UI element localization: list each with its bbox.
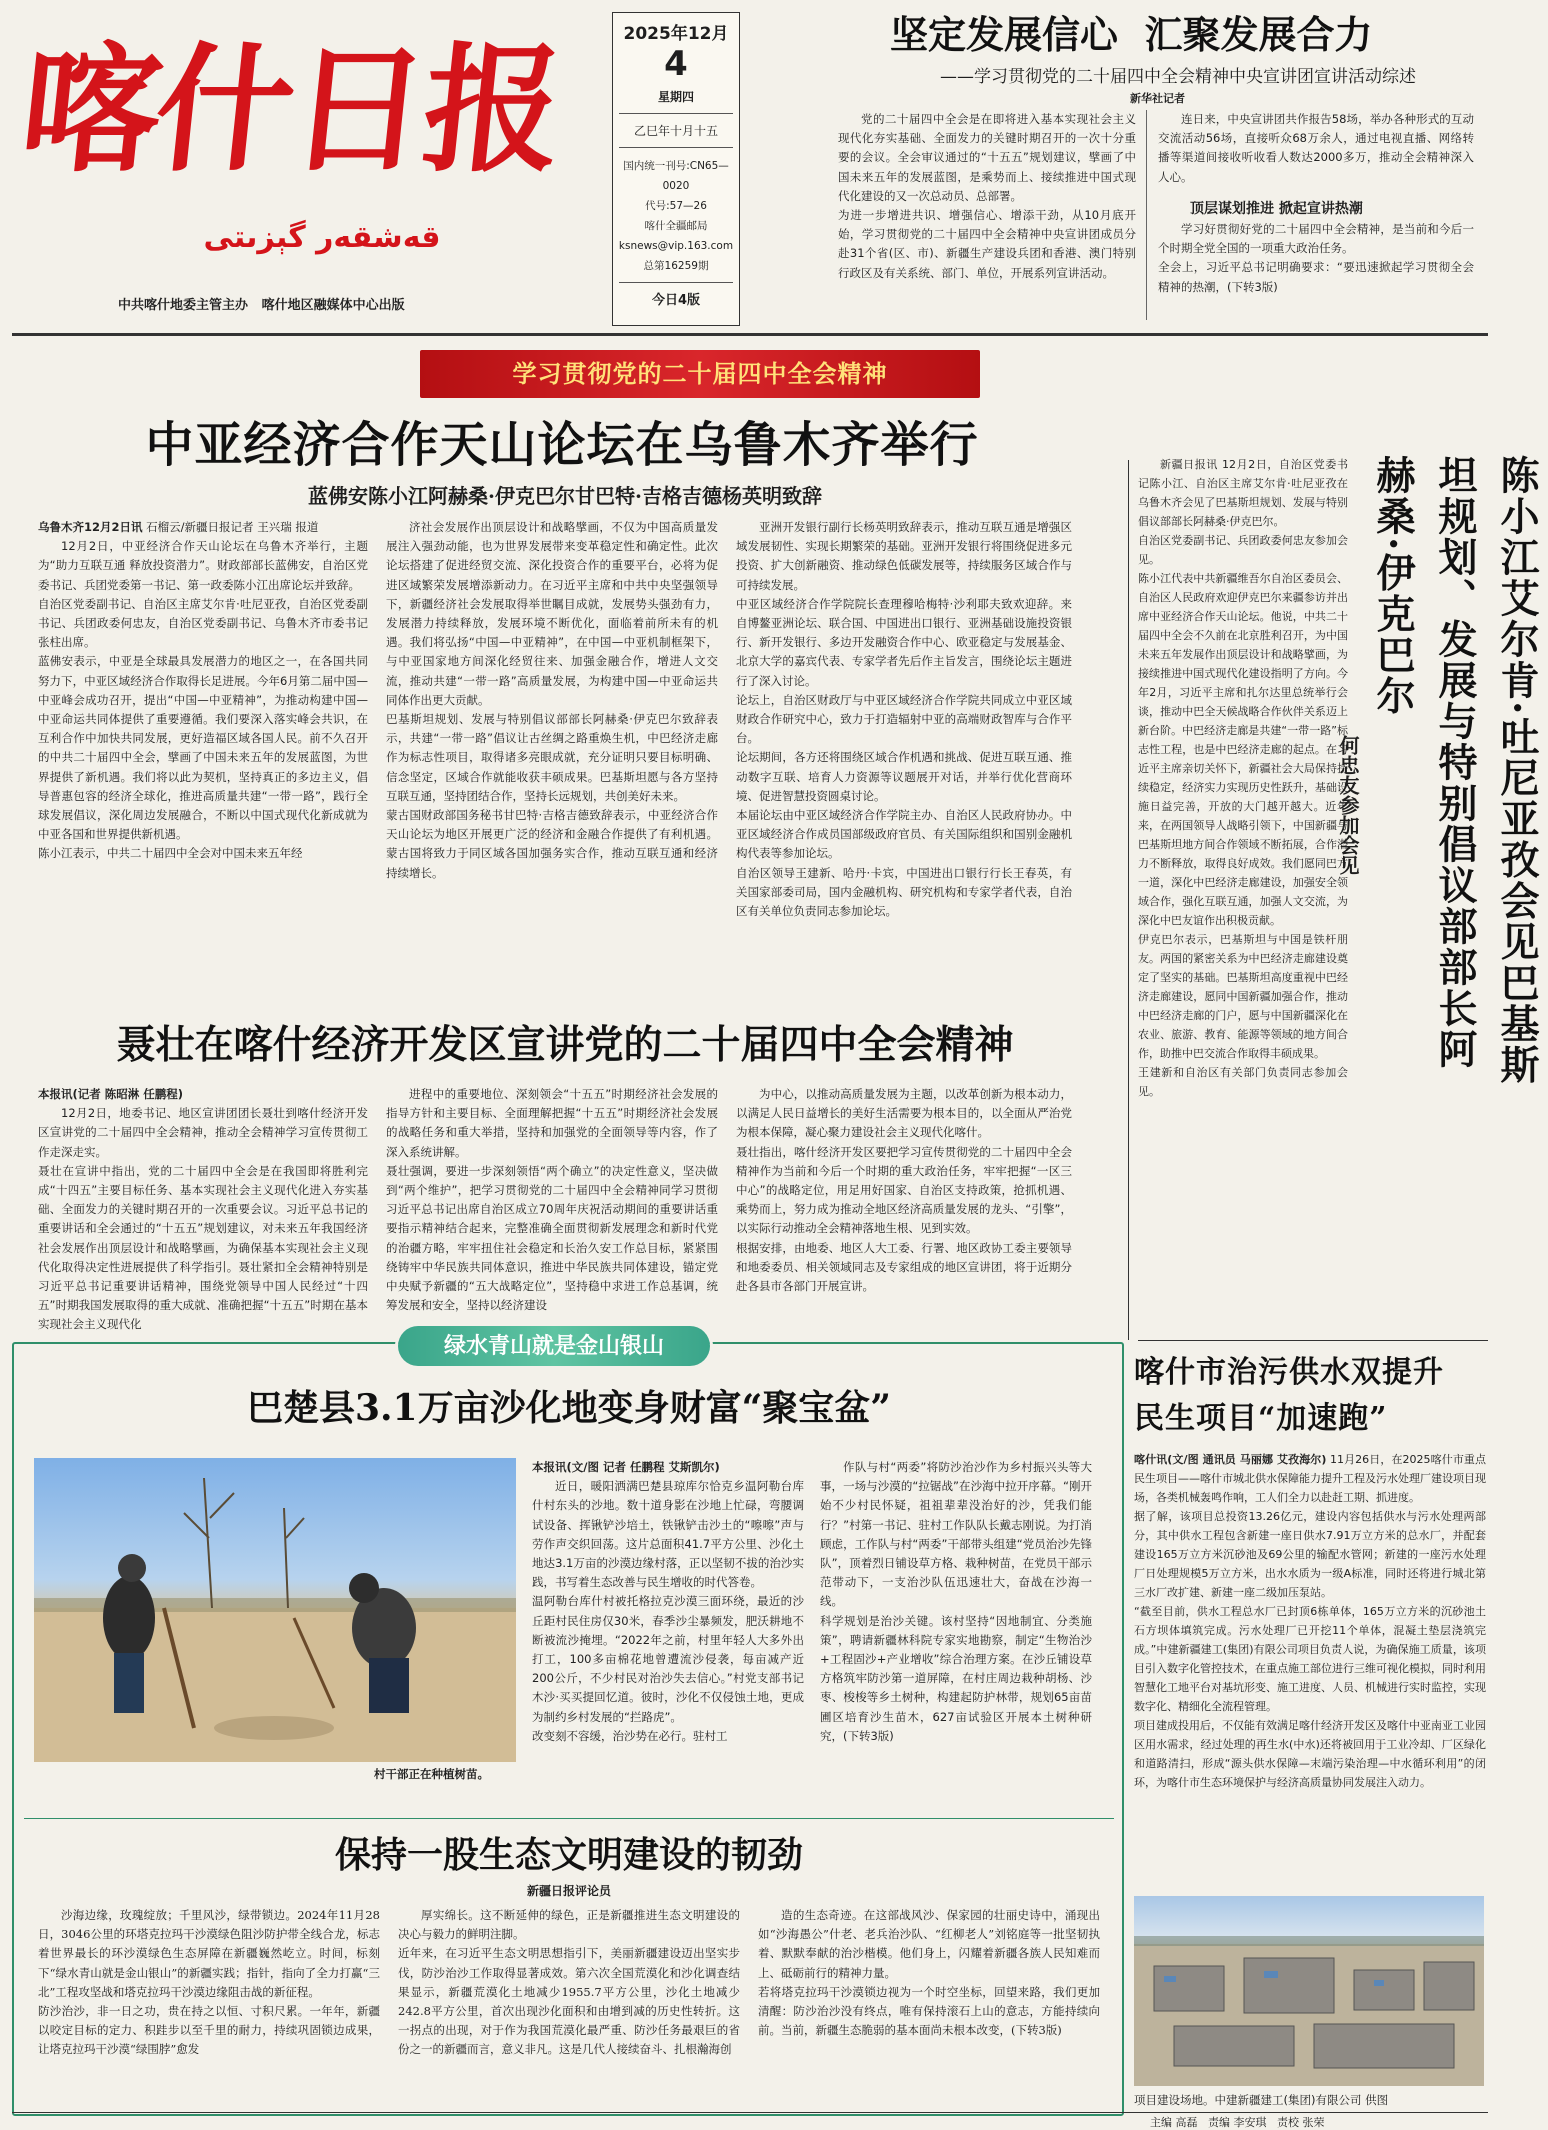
water-body: 11月26日，在2025喀什市重点民生项目——喀什市城北供水保障能力提升工程及污水处理厂建设项目现场，各类机械轰鸣作响，工人们全力以赴赶工期、抓进度。 据了解，该项目总投资13.26亿元，建设内容包括供水与污水处理两部分，其中供水工程包含新建一座日供水7.91万立方米的总水厂，并配套建设165万立方米沉砂池及69公里的输配水管网；新建的一座污水处理厂日处理规模5万立方米，出水水质为一级A标准，同时还将进行城北第三水厂改扩建、新建一座二级加压泵站。 “截至目前，供水工程总水厂已封顶6栋单体，165万立方米的沉砂池土石方坝体填筑完成。污水处理厂已开挖11个单体，混凝土垫层浇筑完成。”中建新疆建工(集团)有限公司项目负责人说，为确保施工质量，该项目引入数字化管控技术，在重点施工部位进行三维可视化模拟，同时利用智慧化工地平台对基坑形变、施工进度、人员、机械进行实时监控，实现数字化、精细化全流程管理。 项目建成投用后，不仅能有效满足喀什经济开发区及喀什中亚南亚工业园区用水需求，经过处理的再生水(中水)还将被回用于工业冷却、厂区绿化和道路清扫，形成“源头供水保障—末端污染治理—中水循环利用”的闭环，为喀什市生态环境保护与经济高质量协同发展注入动力。	[1134, 1453, 1486, 1789]
lead-title: 坚定发展信心 汇聚发展合力	[890, 12, 1373, 57]
date-year-month: 2025年12月	[623, 24, 729, 44]
bachu-photo-caption: 村干部正在种植树苗。	[374, 1767, 489, 1781]
date-lunar: 乙巳年十月十五	[633, 124, 718, 138]
masthead	[13, 10, 602, 320]
forum-byline: 石榴云/新疆日报记者 王兴瑞 报道	[146, 520, 319, 534]
green-inner-rule	[24, 1818, 1114, 1819]
bachu-col1-text: 近日，暖阳洒满巴楚县琼库尔恰克乡温阿勒台库什村东头的沙地。数十道身影在沙地上忙碌，弯腰调试设备、挥锹铲沙培土，铁锹铲击沙土的“嚓嚓”声与劳作声交织回荡。这片总面积41.7平方公里、沙化土地达3.1万亩的沙漠边缘村落，正以坚韧不拔的治沙实践，书写着生态改善与民生增收的时代答卷。 温阿勒台库什村被托格拉克沙漠三面环绕，最近的沙丘距村民住房仅30米，春季沙尘暴频发，肥沃耕地不断被流沙掩埋。“2022年之前，村里年轻人大多外出打工，100多亩棉花地曾遭流沙侵袭，每亩减产近200公斤，不少村民对治沙失去信心。”村党支部书记木沙·买买提回忆道。彼时，沙化不仅侵蚀土地，更成为制约乡村发展的“拦路虎”。 改变刻不容缓，治沙势在必行。驻村工	[532, 1479, 804, 1743]
nie-col3: 为中心，以推动高质量发展为主题，以改革创新为根本动力，以满足人民日益增长的美好生活需要为根本目的，以全面从严治党为根本保障，凝心聚力建设社会主义现代化喀什。 聂壮指出，喀什经济开发区要把学习宣传贯彻党的二十届四中全会精神作为当前和今后一个时期的重大政治任务，牢牢把握“一区三中心”的战略定位，用足用好国家、自治区支持政策，抢抓机遇、乘势而上，努力成为推动全地区经济高质量发展的龙头、“引擎”，以实际行动推动全会精神落地生根、见到实效。 根据安排，由地委、地区人大工委、行署、地区政协工委主要领导和地委委员、相关领域同志及专家组成的地区宣讲团，将于近期分赴各县市各部门开展宣讲。	[736, 1087, 1072, 1294]
water-photo-illustration	[1134, 1896, 1484, 2086]
email: ksnews@vip.163.com	[618, 240, 734, 252]
eco-article	[24, 1828, 1114, 2108]
date-box	[612, 12, 740, 326]
lead-col2a: 连日来，中央宣讲团共作报告58场，举办各种形式的互动交流活动56场，直接听众68万余人，通过电视直播、网络转播等渠道间接收听收看人数达2000多万，推动全会精神深入人心。	[1158, 112, 1474, 184]
theme-banner-text: 学习贯彻党的二十届四中全会精神	[512, 359, 888, 388]
nie-col2: 进程中的重要地位、深刻领会“十五五”时期经济社会发展的指导方针和主要目标、全面理解把握“十五五”时期经济社会发展的战略任务和重大举措，坚持和加强党的全面领导等内容，作了深入系统讲解。 聂壮强调，要进一步深刻领悟“两个确立”的决定性意义，坚决做到“两个维护”，把学习贯彻党的二十届四中全会精神同学习贯彻习近平总书记出席自治区成立70周年庆祝活动期间的重要讲话重要指示精神结合起来，完整准确全面贯彻新发展理念和新时代党的治疆方略，牢牢扭住社会稳定和长治久安工作总目标，紧紧围绕铸牢中华民族共同体意识，推进中华民族共同体建设，锚定党中央赋予新疆的“五大战略定位”，坚持稳中求进工作总基调，统筹发展和安全，坚持以经济建设	[386, 1087, 718, 1313]
footer-credits: 主编 高磊 责编 李安琪 责校 张荣	[1150, 2116, 1325, 2129]
eco-title: 保持一股生态文明建设的韧劲	[334, 1834, 803, 1876]
bachu-col2: 作队与村“两委”将防沙治沙作为乡村振兴头等大事，一场与沙漠的“拉锯战”在沙海中拉开序幕。“刚开始不少村民怀疑，祖祖辈辈没治好的沙，凭我们能行？”村第一书记、驻村工作队队长戴志刚说。为打消顾虑，工作队与村“两委”干部带头组建“党员治沙先锋队”，顶着烈日铺设草方格、栽种树苗，在党员干部示范带动下，一支治沙队伍迅速壮大，奋战在沙海一线。 科学规划是治沙关键。该村坚持“因地制宜、分类施策”，聘请新疆林科院专家实地勘察，制定“生物治沙+工程固沙+产业增收”综合治理方案。在沙丘铺设草方格筑牢防沙第一道屏障，在村庄周边栽种胡杨、沙枣、梭梭等乡土树种，构建起防护林带，规划65亩苗圃区培育沙生苗木，627亩试验区开展本土树种研究，(下转3版)	[820, 1460, 1092, 1743]
cn-code: 国内统一刊号:CN65—0020	[623, 160, 729, 192]
pages-today: 今日4版	[651, 293, 701, 308]
nie-byline: 本报讯(记者 陈昭淋 任鹏程)	[38, 1087, 184, 1101]
water-body-wrap	[1134, 1450, 1486, 1888]
bachu-article	[24, 1380, 1114, 1810]
water-article	[1134, 1350, 1490, 2110]
date-weekday: 星期四	[657, 90, 694, 104]
lead-subhead: 顶层谋划推进 掀起宣讲热潮	[1190, 201, 1363, 217]
sponsor-line: 中共喀什地委主管主办 喀什地区融媒体中心出版	[118, 298, 405, 313]
forum-col1	[38, 518, 368, 988]
green-banner	[398, 1326, 710, 1366]
water-title: 喀什市治污供水双提升 民生项目“加速跑”	[1134, 1355, 1444, 1436]
nie-col1	[38, 1085, 368, 1332]
theme-banner	[420, 350, 980, 398]
newspaper-logo: 喀什日报	[13, 28, 567, 191]
lead-col2b: 学习好贯彻好党的二十届四中全会精神，是当前和今后一个时期全党全国的一项重大政治任务。 全会上，习近平总书记明确要求：“要迅速掀起学习贯彻全会精神的热潮，(下转3版)	[1158, 222, 1474, 294]
eco-byline: 新疆日报评论员	[526, 1884, 611, 1898]
masthead-rule	[12, 333, 1488, 336]
meeting-title-text: 陈小江艾尔肯·吐尼亚孜会见巴基斯坦规划、发展与特别倡议部部长阿赫桑·伊克巴尔	[1370, 455, 1540, 1086]
forum-dateline: 乌鲁木齐12月2日讯	[38, 520, 143, 534]
right-section-rule	[1138, 1340, 1488, 1341]
lead-subtitle: ——学习贯彻党的二十届四中全会精神中央宣讲团宣讲活动综述	[940, 67, 1416, 87]
post-office: 喀什全疆邮局	[644, 220, 708, 232]
water-photo	[1134, 1896, 1484, 2086]
forum-subtitle: 蓝佛安陈小江阿赫桑·伊克巴尔甘巴特·吉格吉德杨英明致辞	[308, 484, 822, 508]
bachu-photo	[34, 1458, 516, 1762]
bachu-photo-illustration	[34, 1458, 516, 1762]
meeting-subtitle: 何忠友参加会见	[1336, 735, 1360, 875]
nie-title: 聂壮在喀什经济开发区宣讲党的二十届四中全会精神	[116, 1022, 1014, 1068]
column-divider	[1146, 110, 1147, 320]
forum-col2: 济社会发展作出顶层设计和战略擘画，不仅为中国高质量发展注入强劲动能，也为世界发展带来变革稳定性和确定性。此次论坛搭建了促进经贸交流、深化投资合作的重要平台，必将为促进区域繁荣发展增添新动力。在习近平主席和中共中央坚强领导下，新疆经济社会发展取得举世瞩目成就，发展势头强劲有力，发展潜力持续释放，发展环境不断优化，面临着前所未有的机遇。我们将弘扬“中国—中亚精神”，在中国—中亚机制框架下，与中亚国家地方间深化经贸往来、加强金融合作，增进人文交流，推动共建“一带一路”高质量发展，为构建中国—中亚命运共同体作出更大贡献。 巴基斯坦规划、发展与特别倡议部部长阿赫桑·伊克巴尔致辞表示，共建“一带一路”倡议让古丝绸之路重焕生机，中巴经济走廊作为标志性项目，取得诸多亮眼成就，充分证明只要目标明确、信念坚定，区域合作就能收获丰硕成果。巴基斯坦愿与各方坚持互联互通，坚持团结合作，坚持长远规划，共创美好未来。 蒙古国财政部国务秘书甘巴特·吉格吉德致辞表示，中亚经济合作天山论坛为地区开展更广泛的经济和金融合作提供了有利机遇。蒙古国将致力于同区域各国加强务实合作，推动互联互通和经济持续增长。	[386, 520, 718, 880]
forum-title: 中亚经济合作天山论坛在乌鲁木齐举行	[145, 417, 979, 473]
nie-col1-text: 12月2日，地委书记、地区宣讲团团长聂壮到喀什经济开发区宣讲党的二十届四中全会精神，推动全会精神学习宣传贯彻工作走深走实。 聂壮在宣讲中指出，党的二十届四中全会是在我国即将胜利完成“十四五”主要目标任务、基本实现社会主义现代化进入夯实基础、全面发力的关键时期召开的一次重要会议。习近平总书记的重要讲话和全会通过的“十五五”规划建议，对未来五年我国经济社会发展作出顶层设计和战略擘画，为确保基本实现社会主义现代化取得决定性进展提供了科学指引。聂壮紧扣全会精神特别是习近平总书记重要讲话精神，围绕党领导中国人民经过“十四五”时期我国发展取得的重大成就、准确把握“十五五”时期在基本实现社会主义现代化	[38, 1106, 368, 1332]
lead-story	[750, 10, 1480, 328]
eco-col1: 沙海边缘，玫瑰绽放；千里风沙，绿带锁边。2024年11月28日，3046公里的环塔克拉玛干沙漠绿色阻沙防护带全线合龙，标志着世界最长的环沙漠绿色生态屏障在新疆巍然屹立。时间，标刻下“绿水青山就是金山银山”的新疆实践；指针，指向了全力打赢“三北”工程攻坚战和塔克拉玛干沙漠边缘阻击战的新征程。 防沙治沙，非一日之功，贵在持之以恒、寸积尺累。一年年，新疆以咬定目标的定力、积跬步以至千里的耐力，持续巩固锁边成果，让塔克拉玛干沙漠“绿围脖”愈发	[38, 1908, 380, 2057]
meeting-body: 新疆日报讯 12月2日，自治区党委书记陈小江、自治区主席艾尔肯·吐尼亚孜在乌鲁木齐会见了巴基斯坦规划、发展与特别倡议部部长阿赫桑·伊克巴尔。 自治区党委副书记、兵团政委何忠友参加会见。 陈小江代表中共新疆维吾尔自治区委员会、自治区人民政府欢迎伊克巴尔来疆参访并出席中亚经济合作天山论坛。他说，中共二十届四中全会不久前在北京胜利召开，为中国未来五年发展作出顶层设计和战略擘画，为接续推进中国式现代化建设指明了方向。今年2月，习近平主席和扎尔达里总统举行会谈，推动中巴全天候战略合作伙伴关系迈上新台阶。中巴经济走廊是共建“一带一路”标志性工程，也是中巴经济走廊的起点。在习近平主席亲切关怀下，新疆社会大局保持持续稳定，经济实力实现历史性跃升，基础设施日益完善，开放的大门越开越大。近年来，在两国领导人战略引领下，中国新疆与巴基斯坦地方间合作领域不断拓展，合作潜力不断释放，取得良好成效。我们愿同巴方一道，深化中巴经济走廊建设，加强安全领域合作，强化互联互通，加强人文交流，为深化中巴友谊作出积极贡献。 伊克巴尔表示，巴基斯坦与中国是铁杆朋友。两国的紧密关系为中巴经济走廊建设奠定了坚实的基础。巴基斯坦高度重视中巴经济走廊建设，愿同中国新疆加强合作，推动中巴经济走廊的门户，愿与中国新疆深化在农业、旅游、教育、能源等领域的地方间合作，助推中巴交流合作取得丰硕成果。 王建新和自治区有关部门负责同志参加会见。	[1138, 458, 1348, 1098]
issue-total: 总第16259期	[643, 260, 709, 272]
bachu-byline: 本报讯(文/图 记者 任鹏程 艾斯凯尔)	[532, 1460, 720, 1474]
forum-col1-text: 12月2日，中亚经济合作天山论坛在乌鲁木齐举行，主题为“助力互联互通 释放投资潜力”。财政部部长蓝佛安，自治区党委书记、兵团党委第一书记、第一政委陈小江出席论坛并致辞。 自治区党委副书记、自治区主席艾尔肯·吐尼亚孜，自治区党委副书记、兵团政委何忠友，自治区党委副书记、乌鲁木齐市委书记张柱出席。 蓝佛安表示，中亚是全球最具发展潜力的地区之一，在各国共同努力下，中亚区域经济合作取得长足进展。今年6月第二届中国—中亚峰会成功召开，提出“中国—中亚精神”，为推动构建中国—中亚命运共同体提供了重要遵循。我们要深入落实峰会共识，在互利合作中加快共同发展，更好造福区域各国人民。前不久召开的中共二十届四中全会，擘画了中国未来五年的发展蓝图，为世界提供了新机遇。我们将以此为契机，坚持真正的多边主义，倡导普惠包容的经济全球化，推进高质量共建“一带一路”，践行全球发展倡议，深化周边发展融合，不断以中国式现代化新成就为中亚各国和世界提供新机遇。 陈小江表示，中共二十届四中全会对中国未来五年经	[38, 539, 368, 861]
water-byline: 喀什讯(文/图 通讯员 马丽娜 艾孜海尔)	[1134, 1453, 1327, 1466]
right-column-divider	[1128, 460, 1129, 1340]
lead-byline: 新华社记者	[1130, 92, 1185, 105]
forum-col3: 亚洲开发银行副行长杨英明致辞表示，推动互联互通是增强区域发展韧性、实现长期繁荣的基础。亚洲开发银行将围绕促进多元投资、扩大创新融资、推动绿色低碳发展等，持续服务区域合作与可持续发展。 中亚区域经济合作学院院长查理穆哈梅特·沙利耶夫致欢迎辞。来自博鳌亚洲论坛、联合国、中国进出口银行、亚洲基础设施投资银行、新开发银行、多边开发融资合作中心、欧亚稳定与发展基金、北京大学的嘉宾代表、专家学者先后作主旨发言，围绕论坛主题进行了深入讨论。 论坛上，自治区财政厅与中亚区域经济合作学院共同成立中亚区域财政合作研究中心，致力于打造辐射中亚的高端财政智库与合作平台。 论坛期间，各方还将围绕区域合作机遇和挑战、促进互联互通、推动数字互联、培育人力资源等议题展开对话，并举行优化营商环境、促进智慧投资圆桌讨论。 本届论坛由中亚区域经济合作学院主办、自治区人民政府协办。中亚区域经济合作成员国部级政府官员、有关国际组织和国别金融机构代表等参加论坛。 自治区领导王建新、哈丹·卡宾，中国进出口银行行长王春英，有关国家部委司局，国内金融机构、研究机构和专家学者代表，自治区有关单位负责同志参加论坛。	[736, 520, 1072, 919]
uyghur-logo: قەشقەر گېزىتى	[203, 220, 441, 255]
footer-rule	[12, 2112, 1488, 2113]
post-code: 代号:57—26	[645, 200, 707, 212]
bachu-title: 巴楚县3.1万亩沙化地变身财富“聚宝盆”	[246, 1387, 892, 1429]
eco-col3: 造的生态奇迹。在这部战风沙、保家园的壮丽史诗中，涌现出如“沙海愚公”什老、老兵治沙队、“红柳老人”刘铭庭等一批坚韧执着、默默奉献的治沙楷模。他们身上，闪耀着新疆各族人民知难而上、砥砺前行的精神力量。 若将塔克拉玛干沙漠锁边视为一个时空坐标，回望来路，我们更加清醒：防沙治沙没有终点，唯有保持滚石上山的意志，方能持续向前。当前，新疆生态脆弱的基本面尚未根本改变，(下转3版)	[758, 1908, 1100, 2038]
date-day: 4	[664, 44, 688, 84]
forum-article	[12, 410, 1118, 1010]
meeting-article	[1138, 455, 1540, 1325]
bachu-col1	[532, 1458, 804, 1804]
lead-col1: 党的二十届四中全会是在即将进入基本实现社会主义现代化夯实基础、全面发力的关键时期召开的一次十分重要的会议。全会审议通过的“十五五”规划建议，擘画了中国未来五年的发展蓝图，是乘势而上、接续推进中国式现代化建设的又一次总动员、总部署。 为进一步增进共识、增强信心、增添干劲，从10月底开始，学习贯彻党的二十届四中全会精神中央宣讲团成员分赴31个省(区、市)、新疆生产建设兵团和香港、澳门特别行政区及有关系统、部门、单位，开展系列宣讲活动。	[838, 112, 1136, 280]
eco-col2: 厚实绵长。这不断延伸的绿色，正是新疆推进生态文明建设的决心与毅力的鲜明注脚。 近年来，在习近平生态文明思想指引下，美丽新疆建设迈出坚实步伐，防沙治沙工作取得显著成效。第六次全国荒漠化和沙化调查结果显示，新疆荒漠化土地减少1955.7平方公里，沙化土地减少242.8平方公里，首次出现沙化面积和由增到减的历史性转折。这一拐点的出现，对于作为我国荒漠化最严重、防沙任务最艰巨的省份之一的新疆而言，意义非凡。这是几代人接续奋斗、扎根瀚海创	[398, 1908, 740, 2057]
nie-article	[12, 1015, 1118, 1335]
green-banner-text: 绿水青山就是金山银山	[443, 1333, 664, 1359]
water-photo-caption: 项目建设场地。中建新疆建工(集团)有限公司 供图	[1134, 2093, 1389, 2107]
meeting-title	[1362, 455, 1540, 1095]
